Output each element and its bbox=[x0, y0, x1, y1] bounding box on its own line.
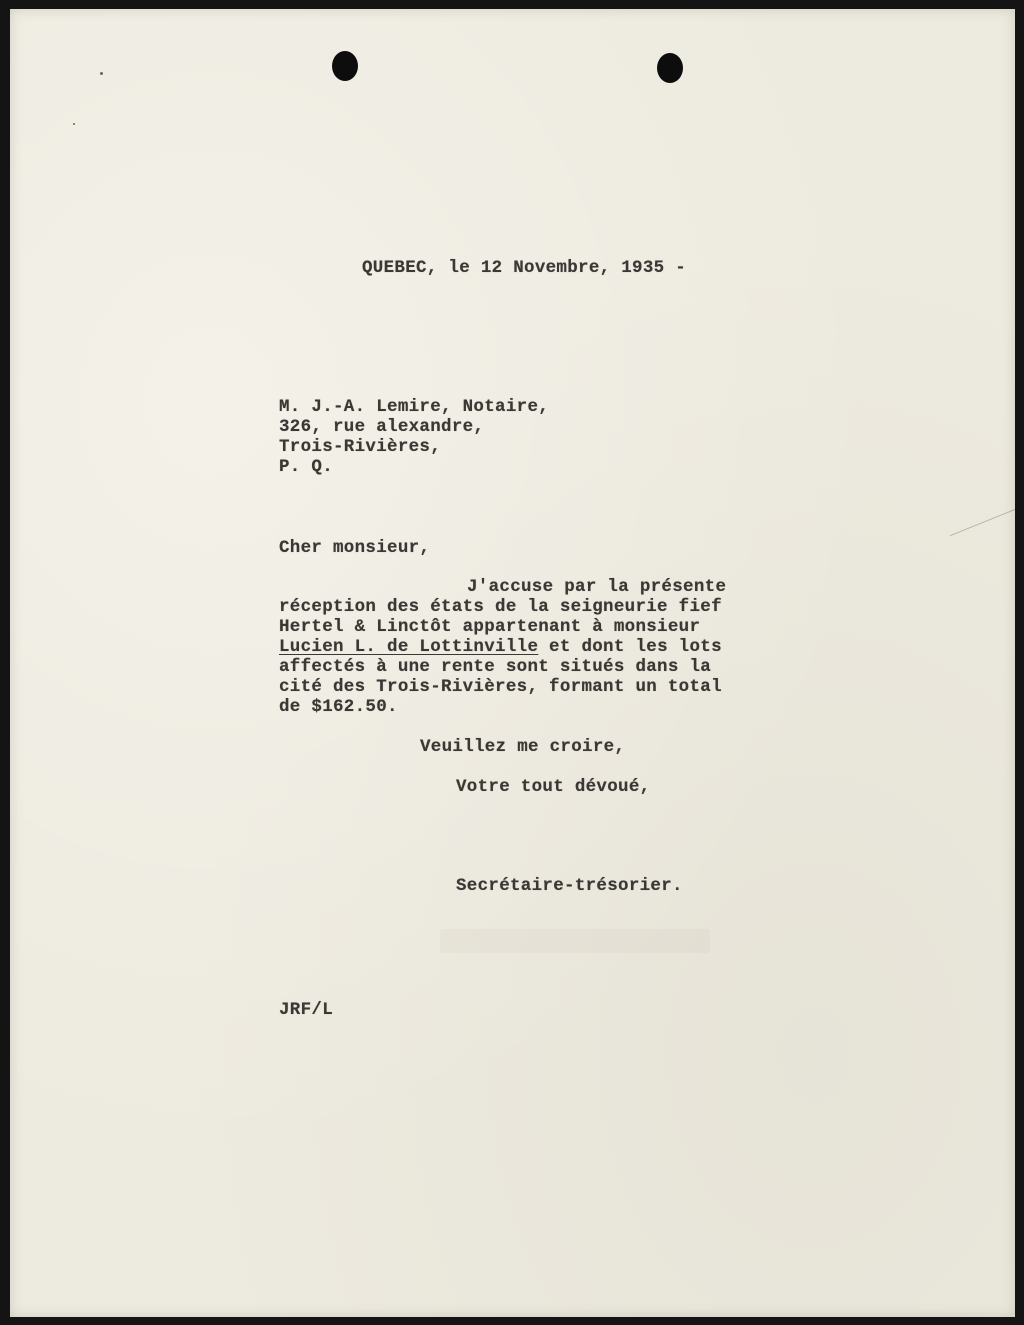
salutation: Cher monsieur, bbox=[279, 538, 431, 558]
body-line-5: affectés à une rente sont situés dans la bbox=[279, 657, 712, 677]
paper-mark bbox=[950, 509, 1015, 536]
closing-line-2: Votre tout dévoué, bbox=[456, 777, 651, 797]
recipient-line-2: 326, rue alexandre, bbox=[279, 417, 485, 437]
owner-name: Lucien L. de Lottinville bbox=[279, 637, 539, 657]
punch-hole-left bbox=[332, 51, 358, 81]
body-line-7: de $162.50. bbox=[279, 697, 398, 717]
body-line-4 bbox=[279, 637, 722, 657]
body-line-6: cité des Trois-Rivières, formant un total bbox=[279, 677, 722, 697]
body-line-1: J'accuse par la présente bbox=[467, 577, 727, 597]
dateline: QUEBEC, le 12 Novembre, 1935 - bbox=[362, 258, 687, 278]
body-line-2: réception des états de la seigneurie fief bbox=[279, 597, 722, 617]
recipient-line-3: Trois-Rivières, bbox=[279, 437, 442, 457]
reference-initials: JRF/L bbox=[279, 1000, 334, 1020]
paper-speck bbox=[100, 72, 103, 75]
body-line-3: Hertel & Linctôt appartenant à monsieur bbox=[279, 617, 701, 637]
paper-speck bbox=[73, 123, 75, 125]
signature-title: Secrétaire-trésorier. bbox=[456, 876, 683, 896]
bleed-through bbox=[440, 929, 710, 953]
letter-page bbox=[10, 9, 1015, 1317]
recipient-line-1: M. J.-A. Lemire, Notaire, bbox=[279, 397, 550, 417]
punch-hole-right bbox=[657, 53, 683, 83]
recipient-line-4: P. Q. bbox=[279, 457, 334, 477]
closing-line-1: Veuillez me croire, bbox=[420, 737, 626, 757]
body-line-4-rest: et dont les lots bbox=[538, 637, 722, 657]
